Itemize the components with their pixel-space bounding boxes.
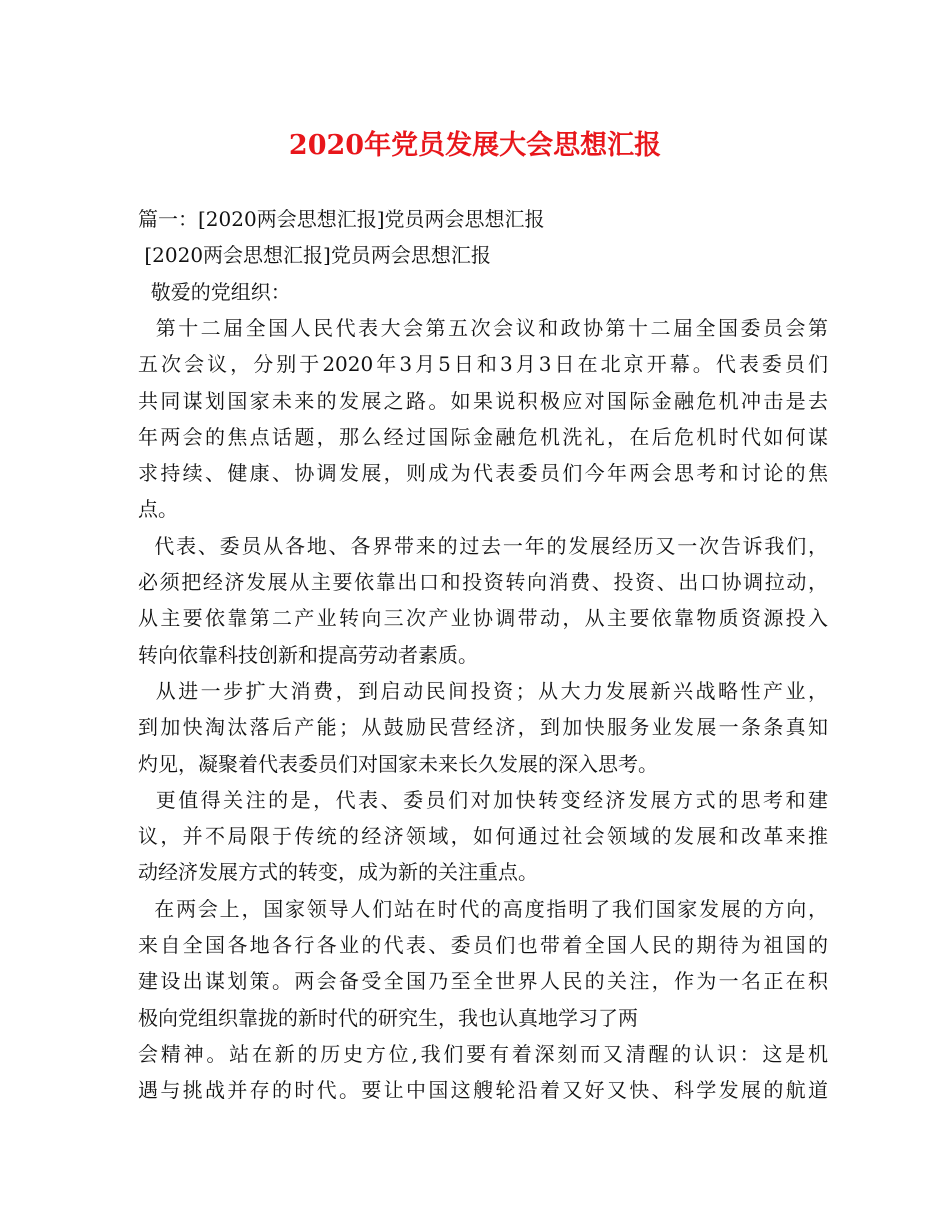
body-line: 来自全国各地各行各业的代表、委员们也带着全国人民的期待为祖国的: [138, 933, 828, 957]
body-line: 动经济发展方式的转变，成为新的关注重点。: [138, 860, 538, 885]
body-line: 议，并不局限于传统的经济领域，如何通过社会领域的发展和改革来推: [138, 824, 828, 849]
body-line: 从主要依靠第二产业转向三次产业协调带动，从主要依靠物质资源投入: [138, 606, 828, 631]
body-line: 建设出谋划策。两会备受全国乃至全世界人民的关注，作为一名正在积: [138, 969, 828, 994]
body-line: 更值得关注的是，代表、委员们对加快转变经济发展方式的思考和建: [138, 787, 828, 812]
document-title: 2020年党员发展大会思想汇报: [288, 130, 662, 161]
body-line: 五次会议，分别于2020年3月5日和3月3日在北京开幕。代表委员们: [138, 352, 828, 377]
body-line: 共同谋划国家未来的发展之路。如果说积极应对国际金融危机冲击是去: [138, 388, 828, 413]
body-line: 转向依靠科技创新和提高劳动者素质。: [138, 642, 478, 667]
body-line: 会精神。站在新的历史方位,我们要有着深刻而又清醒的认识：这是机: [138, 1041, 828, 1066]
body-line: 代表、委员从各地、各界带来的过去一年的发展经历又一次告诉我们，: [138, 533, 828, 558]
body-line: 第十二届全国人民代表大会第五次会议和政协第十二届全国委员会第: [138, 315, 828, 340]
body-line: 敬爱的党组织：: [138, 279, 291, 304]
body-line: 到加快淘汰落后产能；从鼓励民营经济，到加快服务业发展一条条真知: [138, 715, 828, 740]
body-line: 篇一：[2020两会思想汇报]党员两会思想汇报: [138, 207, 545, 231]
body-line: [2020两会思想汇报]党员两会思想汇报: [138, 243, 491, 268]
body-line: 点。: [138, 497, 178, 522]
body-line: 在两会上，国家领导人们站在时代的高度指明了我们国家发展的方向，: [138, 896, 828, 921]
body-line: 求持续、健康、协调发展，则成为代表委员们今年两会思考和讨论的焦: [138, 461, 828, 486]
body-line: 遇与挑战并存的时代。要让中国这艘轮沿着又好又快、科学发展的航道: [138, 1078, 828, 1103]
body-line: 极向党组织靠拢的新时代的研究生，我也认真地学习了两: [138, 1005, 638, 1030]
body-line: 灼见，凝聚着代表委员们对国家未来长久发展的深入思考。: [138, 751, 658, 776]
body-line: 从进一步扩大消费，到启动民间投资；从大力发展新兴战略性产业，: [138, 678, 828, 703]
body-line: 年两会的焦点话题，那么经过国际金融危机洗礼，在后危机时代如何谋: [138, 424, 828, 449]
body-line: 必须把经济发展从主要依靠出口和投资转向消费、投资、出口协调拉动，: [138, 570, 828, 594]
